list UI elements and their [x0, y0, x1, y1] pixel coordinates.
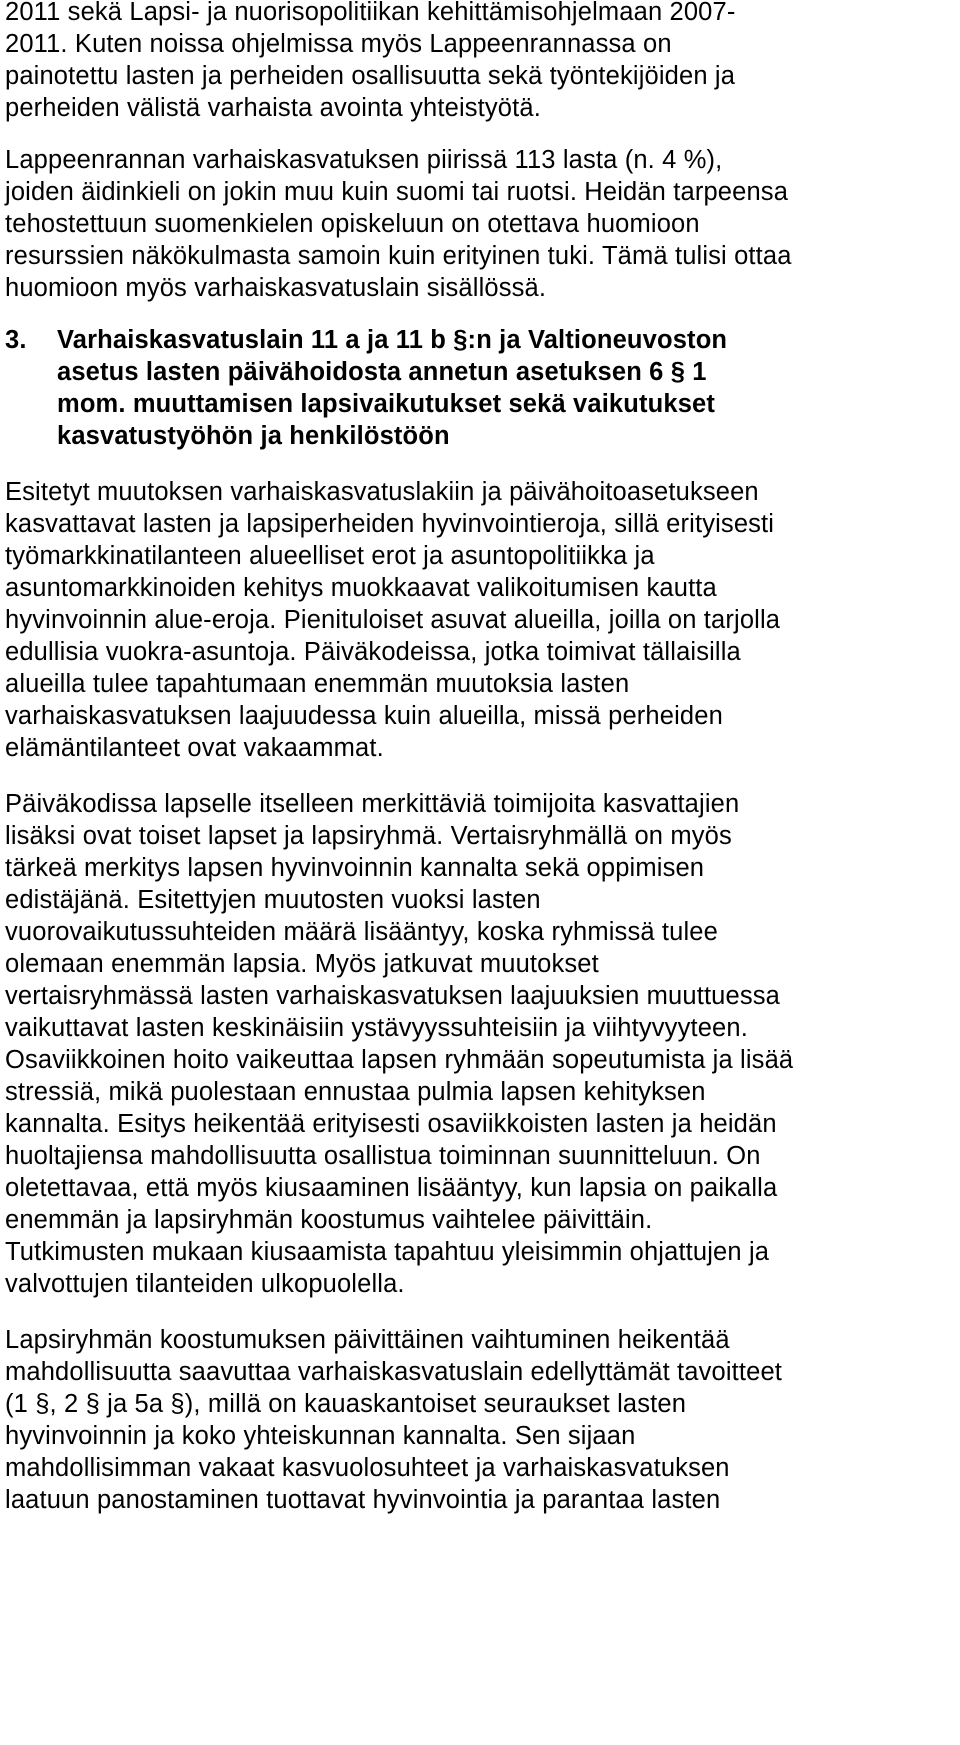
text-line: Lappeenrannan varhaiskasvatuksen piirissä 113 lasta (n. 4 %), [5, 146, 723, 174]
heading-line [5, 324, 957, 356]
paragraph-spacer [5, 1300, 957, 1324]
text-line: vaikuttavat lasten keskinäisiin ystävyyssuhteisiin ja viihtyvyyteen. [5, 1014, 748, 1042]
text-line: hyvinvoinnin alue-eroja. Pienituloiset asuvat alueilla, joilla on tarjolla [5, 606, 781, 634]
text-line: perheiden välistä varhaista avointa yhteistyötä. [5, 94, 541, 122]
text-line: Osaviikkoinen hoito vaikeuttaa lapsen ryhmään sopeutumista ja lisää [5, 1046, 794, 1074]
text-line: kannalta. Esitys heikentää erityisesti osaviikkoisten lasten ja heidän [5, 1110, 777, 1138]
section-number: 3. [5, 326, 27, 354]
text-line: stressiä, mikä puolestaan ennustaa pulmia lapsen kehityksen [5, 1078, 706, 1106]
text-line: kasvattavat lasten ja lapsiperheiden hyvinvointieroja, sillä erityisesti [5, 510, 775, 538]
text-line: huomioon myös varhaiskasvatuslain sisällössä. [5, 274, 547, 302]
heading-line [5, 388, 957, 420]
text-line: Esitetyt muutoksen varhaiskasvatuslakiin ja päivähoitoasetukseen [5, 478, 759, 506]
text-line: alueilla tulee tapahtumaan enemmän muutoksia lasten [5, 670, 630, 698]
text-line: oletettavaa, että myös kiusaaminen lisääntyy, kun lapsia on paikalla [5, 1174, 778, 1202]
text-line: 2011. Kuten noissa ohjelmissa myös Lappeenrannassa on [5, 30, 672, 58]
text-line: edullisia vuokra-asuntoja. Päiväkodeissa, jotka toimivat tällaisilla [5, 638, 741, 666]
paragraph-spacer [5, 452, 957, 476]
text-line: resurssien näkökulmasta samoin kuin erityinen tuki. Tämä tulisi ottaa [5, 242, 792, 270]
text-line: painotettu lasten ja perheiden osallisuutta sekä työntekijöiden ja [5, 62, 736, 90]
text-line: mahdollisimman vakaat kasvuolosuhteet ja varhaiskasvatuksen [5, 1454, 730, 1482]
text-line: hyvinvoinnin ja koko yhteiskunnan kannalta. Sen sijaan [5, 1422, 636, 1450]
text-line: laatuun panostaminen tuottavat hyvinvointia ja parantaa lasten [5, 1486, 721, 1514]
body-paragraph-1 [5, 476, 957, 764]
text-line: varhaiskasvatuksen laajuudessa kuin alueilla, missä perheiden [5, 702, 723, 730]
text-line: Päiväkodissa lapselle itselleen merkittäviä toimijoita kasvattajien [5, 790, 740, 818]
text-line: tärkeä merkitys lapsen hyvinvoinnin kannalta sekä oppimisen [5, 854, 705, 882]
text-line: vertaisryhmässä lasten varhaiskasvatuksen laajuuksien muuttuessa [5, 982, 780, 1010]
text-line: asuntomarkkinoiden kehitys muokkaavat valikoitumisen kautta [5, 574, 717, 602]
text-line: Tutkimusten mukaan kiusaamista tapahtuu yleisimmin ohjattujen ja [5, 1238, 770, 1266]
text-line: huoltajiensa mahdollisuutta osallistua toiminnan suunnitteluun. On [5, 1142, 761, 1170]
text-line: joiden äidinkieli on jokin muu kuin suomi tai ruotsi. Heidän tarpeensa [5, 178, 789, 206]
text-line: enemmän ja lapsiryhmän koostumus vaihtelee päivittäin. [5, 1206, 653, 1234]
text-line: valvottujen tilanteiden ulkopuolella. [5, 1270, 405, 1298]
section-heading [5, 324, 957, 452]
text-line: lisäksi ovat toiset lapset ja lapsiryhmä. Vertaisryhmällä on myös [5, 822, 732, 850]
paragraph-spacer [5, 764, 957, 788]
document-page [5, 0, 957, 1516]
heading-line [5, 356, 957, 388]
paragraph-spacer [5, 124, 957, 144]
body-paragraph-3 [5, 1324, 957, 1516]
text-line: edistäjänä. Esitettyjen muutosten vuoksi lasten [5, 886, 541, 914]
text-line: työmarkkinatilanteen alueelliset erot ja asuntopolitiikka ja [5, 542, 655, 570]
heading-text: kasvatustyöhön ja henkilöstöön [57, 422, 450, 450]
text-line: (1 §, 2 § ja 5a §), millä on kauaskantoiset seuraukset lasten [5, 1390, 687, 1418]
body-paragraph-2 [5, 788, 957, 1300]
heading-text: mom. muuttamisen lapsivaikutukset sekä vaikutukset [57, 390, 715, 418]
language-paragraph [5, 144, 957, 304]
text-line: mahdollisuutta saavuttaa varhaiskasvatuslain edellyttämät tavoitteet [5, 1358, 783, 1386]
text-line: 2011 sekä Lapsi- ja nuorisopolitiikan kehittämisohjelmaan 2007- [5, 0, 736, 26]
text-line: olemaan enemmän lapsia. Myös jatkuvat muutokset [5, 950, 599, 978]
text-line: Lapsiryhmän koostumuksen päivittäinen vaihtuminen heikentää [5, 1326, 730, 1354]
paragraph-spacer [5, 304, 957, 324]
text-line: elämäntilanteet ovat vakaammat. [5, 734, 384, 762]
text-line: tehostettuun suomenkielen opiskeluun on otettava huomioon [5, 210, 700, 238]
intro-paragraph [5, 0, 957, 124]
heading-text: asetus lasten päivähoidosta annetun asetuksen 6 § 1 [57, 358, 707, 386]
heading-text: Varhaiskasvatuslain 11 a ja 11 b §:n ja Valtioneuvoston [57, 326, 728, 354]
heading-line [5, 420, 957, 452]
text-line: vuorovaikutussuhteiden määrä lisääntyy, koska ryhmissä tulee [5, 918, 718, 946]
